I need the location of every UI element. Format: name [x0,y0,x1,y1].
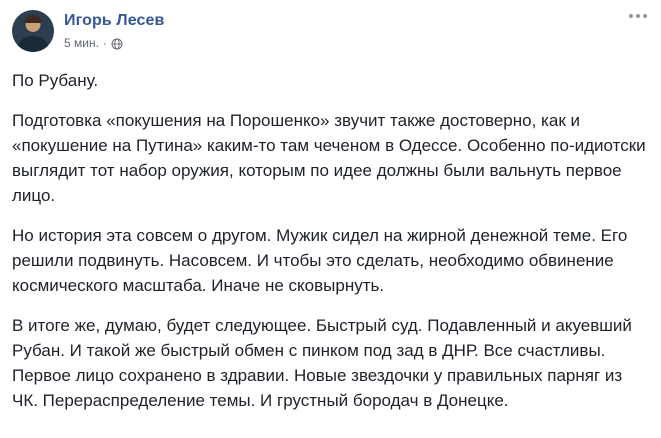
post-header [0,0,661,62]
menu-dot [636,14,640,18]
post-paragraph: Но история эта совсем о другом. Мужик сидел на жирной денежной теме. Его решили подвинуть. Насовсем. И чтобы это сделать, необходимо обвинение космического масштаба. Иначе не сковырнуть. [12,226,628,295]
menu-dot [643,14,647,18]
post-meta [64,36,164,50]
globe-icon[interactable] [111,38,123,50]
avatar-hair-shape [25,15,42,23]
post-body [0,62,661,413]
avatar[interactable] [12,10,54,52]
post-paragraph: В итоге же, думаю, будет следующее. Быстрый суд. Подавленный и акуевший Рубан. И такой же быстрый обмен с пинком под зад в ДНР. Все счастливы. Первое лицо сохранено в здравии. Новые звездочки у правильных парняг из ЧК. Перераспределение темы. И грустный бородач в Донецке. [12,316,632,410]
post-timestamp[interactable]: 5 мин. [64,36,99,50]
post-paragraph: Подготовка «покушения на Порошенко» звучит также достоверно, как и «покушение на Путина» каким-то там чеченом в Одессе. Особенно по-идиотски выглядит тот набор оружия, которым по идее должны были вальнуть первое лицо. [12,111,646,205]
meta-separator: · [102,36,107,50]
author-name[interactable]: Игорь Лесев [64,12,165,29]
avatar-body-shape [16,36,50,52]
more-options-icon[interactable] [629,14,647,18]
post-paragraph: По Рубану. [12,71,99,90]
post-header-text [64,10,164,50]
menu-dot [629,14,633,18]
